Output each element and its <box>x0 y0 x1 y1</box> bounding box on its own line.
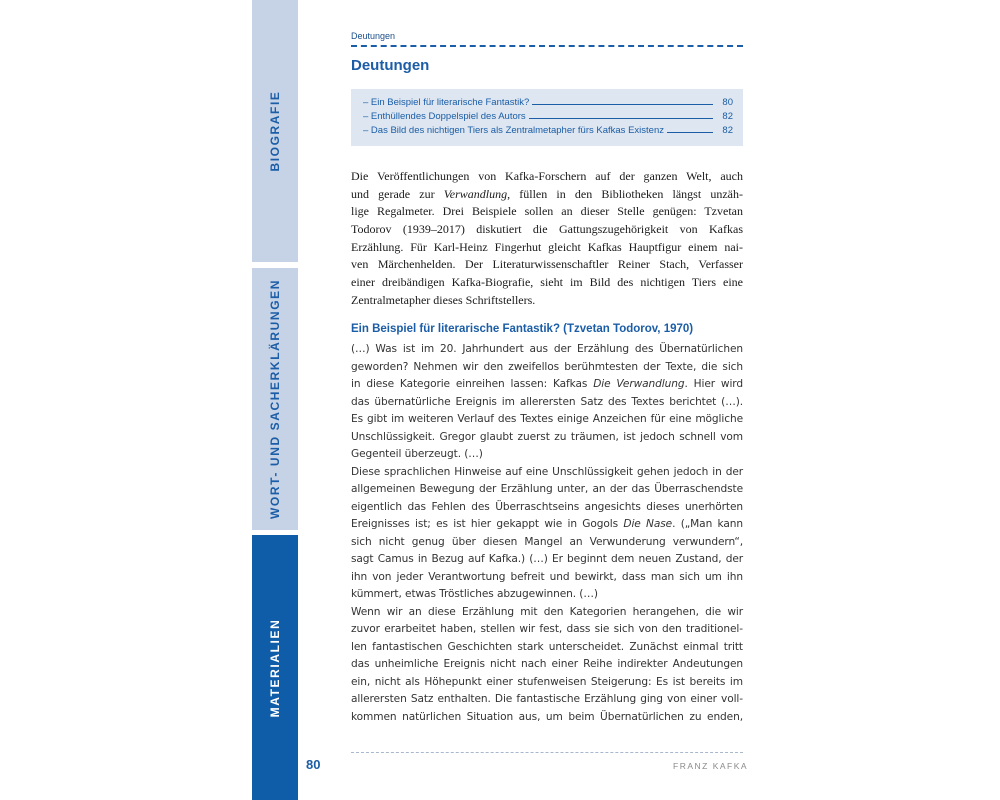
text-line: Diese sprachlichen Hinweise auf eine Unschlüssigkeit gehen jedoch in der <box>351 465 743 478</box>
text-run: , füllen in den Bibliotheken längst unzäh- <box>507 186 743 201</box>
toc-entry-title: – Ein Beispiel für literarische Fantastik? <box>363 97 530 108</box>
table-of-contents <box>351 89 743 146</box>
toc-entry[interactable] <box>363 94 733 108</box>
tab-label: MATERIALIEN <box>268 618 282 717</box>
quote-text <box>351 341 743 726</box>
text-run: in diese Kategorie einreihen lassen: Kafkas <box>351 378 594 390</box>
toc-entry[interactable] <box>363 122 733 136</box>
text-line: len fantastischen Geschichten stark unterscheidet. Zunächst einmal tritt <box>351 640 743 653</box>
text-line: Todorov (1939–2017) diskutiert die Gattungszugehörigkeit von Kafkas <box>351 222 743 237</box>
text-line: zuvor erarbeitet haben, stellen wir fest, dass sie sich von den traditionel- <box>351 623 743 635</box>
text-line: ven Märchenhelden. Der Literaturwissenschaftler Reiner Stach, Verfasser <box>351 257 743 272</box>
text-line: geworden? Nehmen wir den zweifellos berühmtesten der Texte, die sich <box>351 360 743 373</box>
text-line: allerersten Satz enthalten. Die fantastische Erzählung ging von einer voll- <box>351 693 743 705</box>
text-line: einer dreibändigen Kafka-Biografie, sieht im Bild des nichtigen Tiers eine <box>351 275 743 290</box>
tab-label: WORT- UND SACHERKLÄRUNGEN <box>268 279 282 519</box>
toc-leader-line <box>667 132 713 133</box>
text-line: allgemeinen Bewegung der Erzählung unter, an der das Überraschendste <box>351 483 743 495</box>
text-line: sagt Camus in Bezug auf Kafka.) (…) Er beginnt dem neuen Zustand, der <box>351 553 743 565</box>
text-line: (…) Was ist im 20. Jahrhundert aus der Erzählung des Übernatürlichen <box>351 343 743 355</box>
chapter-tabs <box>252 0 298 800</box>
text-line: Gegenteil überzeugt. (…) <box>351 448 483 460</box>
page-title: Deutungen <box>351 57 430 74</box>
page-number: 80 <box>306 757 321 772</box>
text-run: und gerade zur <box>351 186 444 201</box>
toc-entry-page: 80 <box>722 97 733 108</box>
text-line: sich nicht genug über diesen Mangel an Verwunderung verwundern“, <box>351 535 743 548</box>
text-line: ihn von jeder Verantwortung befreit und bewirkt, dass man sich um ihn <box>351 570 743 583</box>
text-run: . Hier wird <box>684 378 743 390</box>
italic-text: Die Nase <box>623 518 673 530</box>
running-head: Deutungen <box>351 31 396 41</box>
text-run: . („Man kann <box>672 518 743 530</box>
toc-entry[interactable] <box>363 108 733 122</box>
tab-biografie[interactable] <box>252 0 298 262</box>
toc-entry-page: 82 <box>722 125 733 136</box>
text-line <box>351 516 743 534</box>
header-divider <box>351 45 743 47</box>
text-run: Ereignisses ist; es ist hier gekappt wie in Gogols <box>351 518 624 530</box>
tab-label: BIOGRAFIE <box>268 90 282 172</box>
toc-leader-line <box>532 104 713 105</box>
text-line: Unschlüssigkeit. Gregor glaubt zuerst zu träumen, ist jedoch schnell vom <box>351 430 743 443</box>
section-heading: Ein Beispiel für literarische Fantastik? (Tzvetan Todorov, 1970) <box>351 323 694 335</box>
text-line: kümmert, etwas Tröstliches abzugewinnen. (…) <box>351 588 598 600</box>
text-line: Zentralmetapher dieses Schriftstellers. <box>351 292 536 307</box>
toc-entry-page: 82 <box>722 111 733 122</box>
tab-materialien[interactable] <box>252 535 298 800</box>
footer-divider <box>351 752 743 753</box>
text-line: Wenn wir an diese Erzählung mit den Kategorien herangehen, die wir <box>351 605 743 618</box>
text-line: das unheimliche Ereignis nicht nach einer Reihe indirekter Andeutungen <box>351 658 743 670</box>
text-line: ein, nicht als Höhepunkt einer stufenweisen Steigerung: Es ist bereits im <box>351 675 743 688</box>
text-line <box>351 186 743 204</box>
text-line: das übernatürliche Ereignis im allerersten Satz des Textes berichtet (…). <box>351 395 743 408</box>
tab-wort-und-sacherklaerungen[interactable] <box>252 268 298 530</box>
italic-text: Die Verwandlung <box>593 378 685 390</box>
intro-paragraph <box>351 168 743 310</box>
text-line: eigentlich das Fehlen des Überraschtseins angesichts dieses unerhörten <box>351 500 743 513</box>
toc-leader-line <box>529 118 713 119</box>
toc-entry-title: – Das Bild des nichtigen Tiers als Zentralmetapher fürs Kafkas Existenz <box>363 125 664 136</box>
toc-entry-title: – Enthüllendes Doppelspiel des Autors <box>363 111 526 122</box>
text-line: Erzählung. Für Karl-Heinz Fingerhut gleicht Kafkas Hauptfigur einem nai- <box>351 239 743 254</box>
book-title: FRANZ KAFKA <box>673 761 749 771</box>
italic-text: Verwandlung <box>443 186 508 201</box>
text-line: Die Veröffentlichungen von Kafka-Forschern auf der ganzen Welt, auch <box>351 169 743 183</box>
text-line: lige Regalmeter. Drei Beispiele sollen an dieser Stelle genügen: Tzvetan <box>351 204 743 219</box>
text-line: Es gibt im weiteren Verlauf des Textes einige Anzeichen für eine mögliche <box>351 413 743 425</box>
text-line: kommen natürlichen Situation aus, um beim Übernatürlichen zu enden, <box>351 710 743 723</box>
text-line <box>351 376 743 394</box>
